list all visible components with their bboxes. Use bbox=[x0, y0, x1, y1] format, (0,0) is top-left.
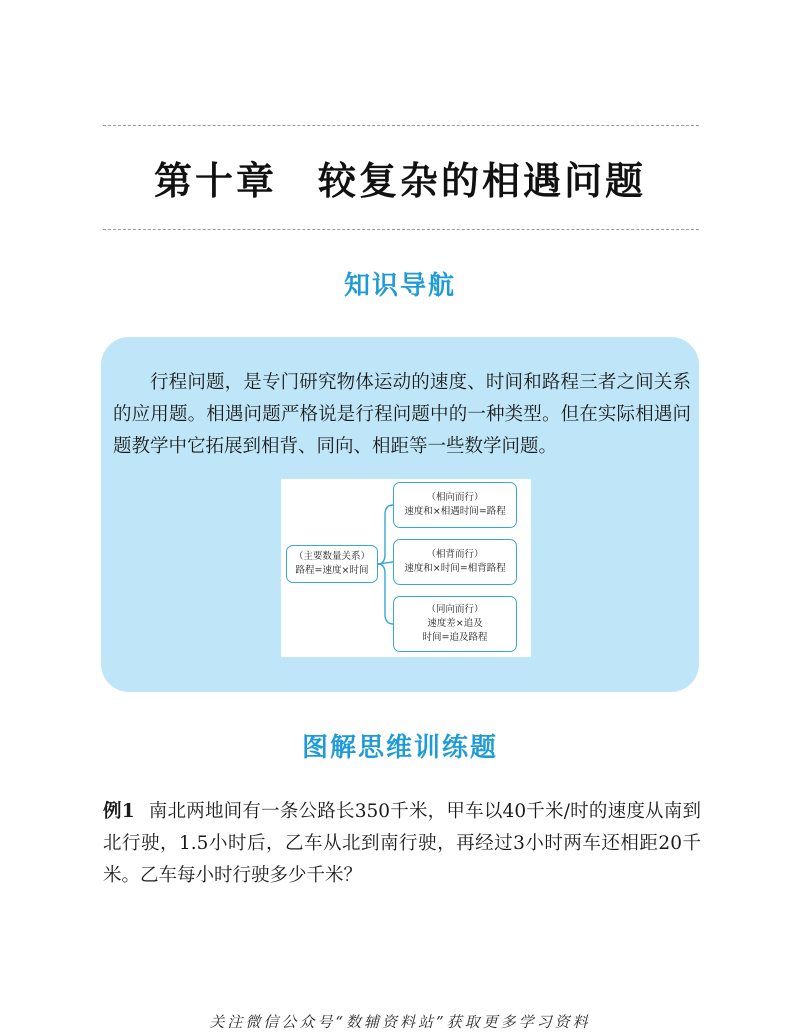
connector-top bbox=[378, 505, 393, 564]
example-text: 南北两地间有一条公路长350千米，甲车以40千米/时的速度从南到北行驶，1.5小时后，乙车从北到南行驶，再经过3小时两车还相距20千米。乙车每小时行驶多少千米？ bbox=[103, 801, 701, 886]
connector-bottom bbox=[378, 564, 393, 624]
top-dashed-divider bbox=[103, 125, 699, 126]
knowledge-navigation-panel bbox=[101, 337, 699, 692]
mindmap-branch-same-direction bbox=[393, 596, 517, 652]
mindmap-branch-moving-apart bbox=[393, 539, 517, 585]
branch-formula: 速度和×时间=相背路程 bbox=[404, 563, 506, 574]
intro-paragraph: 行程问题，是专门研究物体运动的速度、时间和路程三者之间关系的应用题。相遇问题严格说是行程问题中的一种类型。但在实际相遇问题教学中它拓展到相背、同向、相距等一些数学问题。 bbox=[113, 372, 691, 457]
training-problems-heading: 图解思维训练题 bbox=[301, 733, 498, 763]
example-label: 例1 bbox=[103, 801, 135, 822]
mindmap-root-node bbox=[286, 545, 378, 583]
branch-title: （相向而行） bbox=[426, 492, 484, 503]
chapter-title: 第十章 较复杂的相遇问题 bbox=[153, 158, 646, 203]
mindmap-branch-opposite-direction bbox=[393, 482, 517, 528]
branch-title: （同向而行） bbox=[426, 604, 484, 615]
branch-formula: 速度和×相遇时间=路程 bbox=[404, 506, 506, 517]
mindmap-diagram bbox=[281, 479, 531, 657]
knowledge-navigation-heading: 知识导航 bbox=[343, 271, 456, 301]
branch-title: （相背而行） bbox=[426, 549, 484, 560]
footer-watermark-note: 关注微信公众号“数辅资料站”获取更多学习资料 bbox=[209, 1013, 591, 1031]
branch-formula-line-2: 时间=追及路程 bbox=[422, 632, 488, 643]
example-problem bbox=[103, 796, 701, 892]
branch-formula-line-1: 速度差×追及 bbox=[427, 618, 483, 629]
root-formula: 路程=速度×时间 bbox=[295, 565, 369, 576]
bottom-dashed-divider bbox=[103, 229, 699, 230]
root-title: （主要数量关系） bbox=[293, 551, 370, 562]
